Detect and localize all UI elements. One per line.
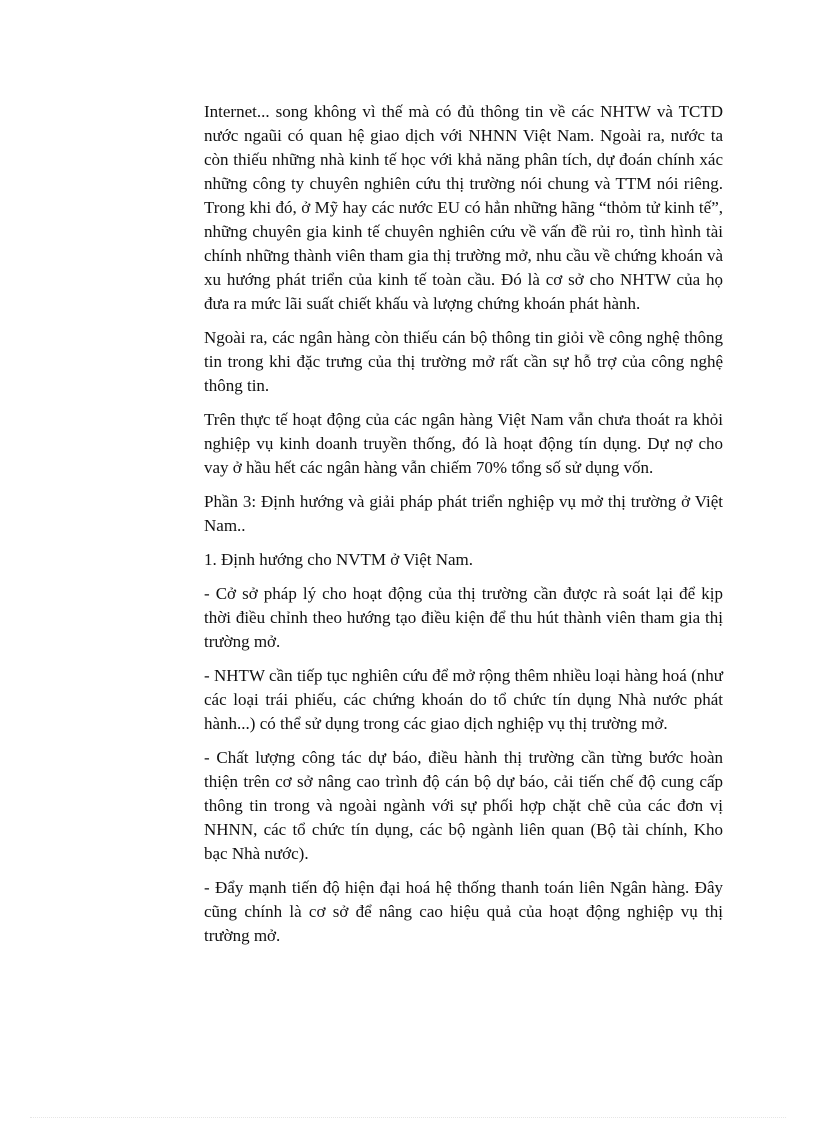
subsection-heading-orientation: 1. Định hướng cho NVTM ở Việt Nam. bbox=[204, 550, 474, 569]
bullet-expand-goods: - NHTW cần tiếp tục nghiên cứu để mở rộng thêm nhiều loại hàng hoá (như các loại trái phiếu, các chứng khoán do tổ chức tín dụng Nhà nước phát hành...) có thể sử dụng trong các giao dịch nghiệp vụ thị trường mở. bbox=[204, 666, 723, 733]
section-heading-part-3: Phần 3: Định hướng và giải pháp phát triển nghiệp vụ mở thị trường ở Việt Nam.. bbox=[204, 492, 723, 535]
paragraph-intro: Internet... song không vì thế mà có đủ thông tin về các NHTW và TCTD nước ngaũi có quan hệ giao dịch với NHNN Việt Nam. Ngoài ra, nước ta còn thiếu những nhà kinh tế học với khả năng phân tích, dự đoán chính xác những công ty chuyên nghiên cứu thị trường nói chung và TTM nói riêng. Trong khi đó, ở Mỹ hay các nước EU có hẳn những hãng “thỏm tử kinh tế”, những chuyên gia kinh tế chuyên nghiên cứu về vấn đề rủi ro, tình hình tài chính những thành viên tham gia thị trường mở, nhu cầu về chứng khoán và xu hướng phát triển của kinh tế toàn cầu. Đó là cơ sở cho NHTW của họ đưa ra mức lãi suất chiết khấu và lượng chứng khoán phát hành. bbox=[204, 102, 723, 313]
bullet-forecast-quality: - Chất lượng công tác dự báo, điều hành thị trường cần từng bước hoàn thiện trên cơ sở nâng cao trình độ cán bộ dự báo, cải tiến chế độ cung cấp thông tin trong và ngoài ngành với sự phối hợp chặt chẽ của các đơn vị NHNN, các tổ chức tín dụng, các bộ ngành liên quan (Bộ tài chính, Kho bạc Nhà nước). bbox=[204, 748, 723, 863]
paragraph-it-staff: Ngoài ra, các ngân hàng còn thiếu cán bộ thông tin giỏi về công nghệ thông tin trong khi đặc trưng của thị trường mở rất cần sự hỗ trợ của công nghệ thông tin. bbox=[204, 328, 723, 395]
bullet-payment-modernization: - Đẩy mạnh tiến độ hiện đại hoá hệ thống thanh toán liên Ngân hàng. Đây cũng chính là cơ sở để nâng cao hiệu quả của hoạt động nghiệp vụ thị trường mở. bbox=[204, 878, 723, 945]
page-body bbox=[204, 100, 723, 958]
bullet-legal-basis: - Cở sở pháp lý cho hoạt động của thị trường cần được rà soát lại để kịp thời điều chỉnh theo hướng tạo điều kiện để thu hút thành viên tham gia thị trường mở. bbox=[204, 584, 723, 651]
paragraph-credit-activity: Trên thực tế hoạt động của các ngân hàng Việt Nam vẫn chưa thoát ra khỏi nghiệp vụ kinh doanh truyền thống, đó là hoạt động tín dụng. Dự nợ cho vay ở hầu hết các ngân hàng vẫn chiếm 70% tổng số sử dụng vốn. bbox=[204, 410, 723, 477]
page-bottom-rule bbox=[30, 1117, 786, 1118]
